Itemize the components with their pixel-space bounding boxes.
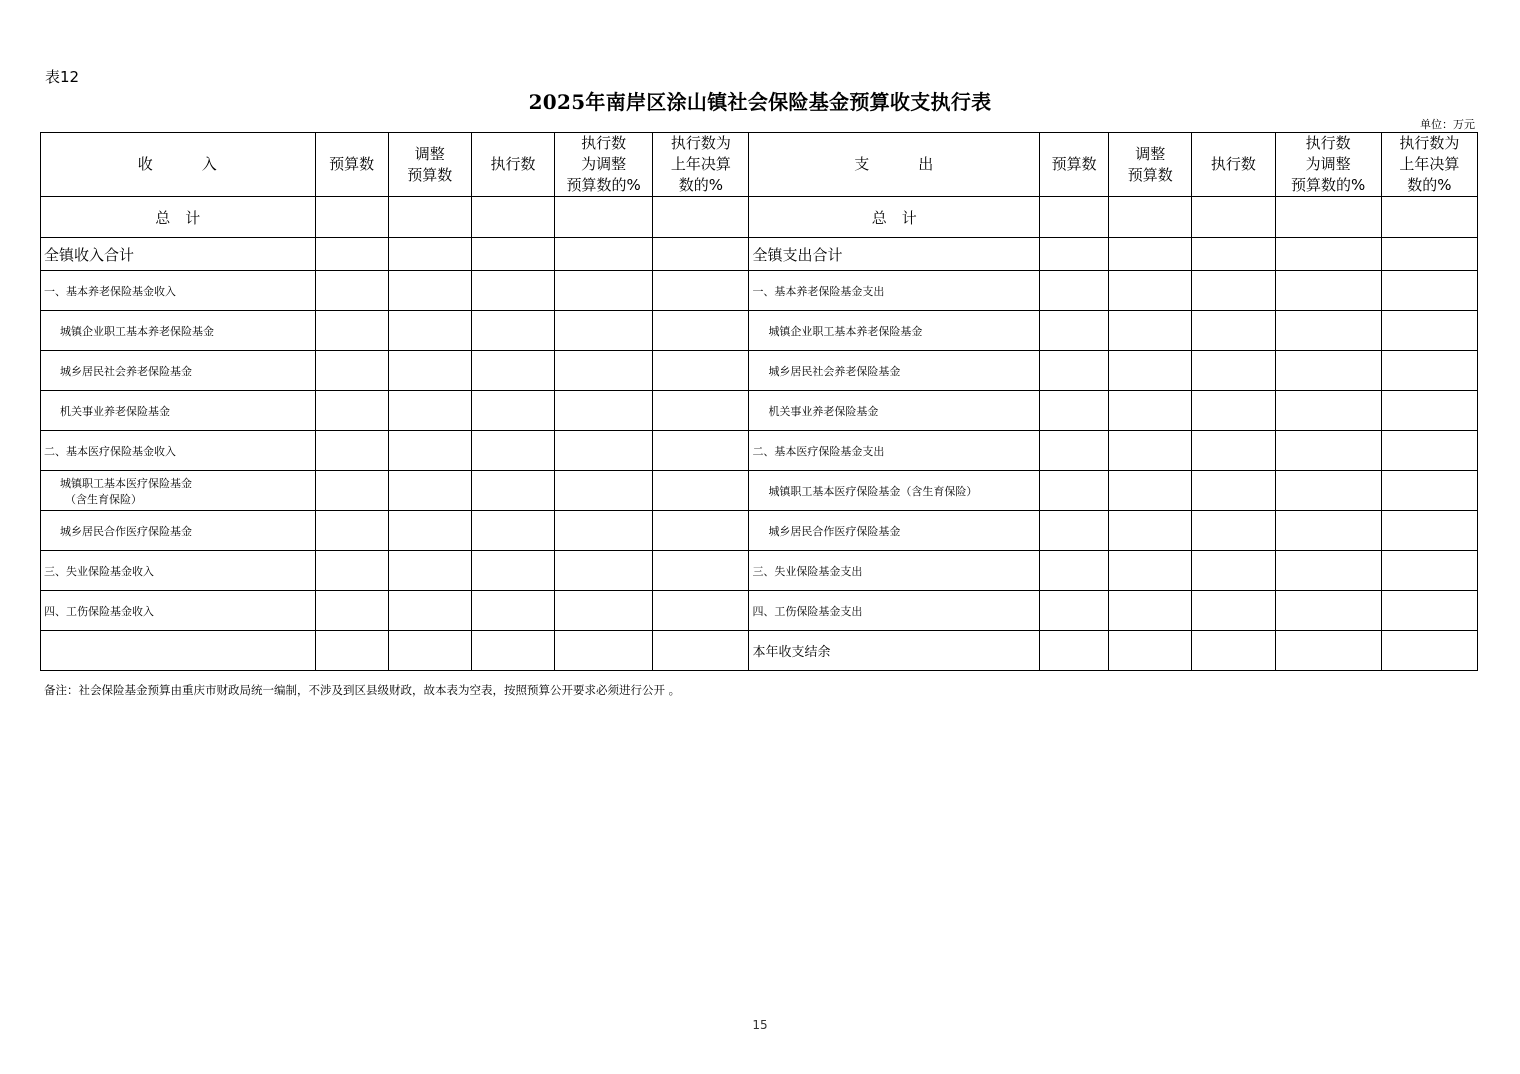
empty-cell <box>653 471 749 511</box>
empty-cell <box>653 271 749 311</box>
empty-cell <box>1381 471 1477 511</box>
income-item-text: 城乡居民社会养老保险基金 <box>60 364 192 378</box>
income-item-text: 城乡居民合作医疗保险基金 <box>60 524 192 538</box>
empty-cell <box>1192 238 1275 271</box>
expense-item-text: 城镇企业职工基本养老保险基金 <box>768 324 923 338</box>
income-total-label: 全镇收入合计 <box>41 238 316 271</box>
income-item-text: 三、失业保险基金收入 <box>44 564 154 578</box>
empty-cell <box>1275 197 1381 238</box>
table-row <box>41 311 1478 351</box>
expense-item-label <box>749 591 1040 631</box>
empty-cell <box>1040 511 1109 551</box>
table-row <box>41 391 1478 431</box>
empty-cell <box>388 511 471 551</box>
empty-cell <box>388 631 471 671</box>
empty-cell <box>1109 471 1192 511</box>
empty-cell <box>1040 271 1109 311</box>
empty-cell <box>1381 238 1477 271</box>
header-expense: 支 出 <box>749 133 1040 197</box>
empty-cell <box>1109 271 1192 311</box>
empty-cell <box>1192 471 1275 511</box>
empty-cell <box>1109 311 1192 351</box>
table-row <box>41 511 1478 551</box>
footnote: 备注：社会保险基金预算由重庆市财政局统一编制，不涉及到区县级财政，故本表为空表，按照预算公开要求必须进行公开 。 <box>44 683 681 697</box>
empty-cell <box>388 471 471 511</box>
expense-item-text: 三、失业保险基金支出 <box>752 564 863 578</box>
empty-cell <box>1192 431 1275 471</box>
expense-item-text: 一、基本养老保险基金支出 <box>752 284 885 298</box>
empty-cell <box>1192 551 1275 591</box>
income-item-text: 二、基本医疗保险基金收入 <box>44 444 176 458</box>
empty-cell <box>471 591 554 631</box>
header-row <box>41 133 1478 197</box>
budget-table <box>40 132 1478 671</box>
empty-cell <box>471 197 554 238</box>
empty-cell <box>555 551 653 591</box>
empty-cell <box>1192 197 1275 238</box>
expense-item-label <box>749 391 1040 431</box>
total-label-income: 总 计 <box>41 197 316 238</box>
income-item-label <box>41 431 316 471</box>
expense-item-label <box>749 271 1040 311</box>
expense-item-text: 城乡居民社会养老保险基金 <box>768 364 901 378</box>
empty-cell <box>1109 431 1192 471</box>
empty-cell <box>1109 511 1192 551</box>
header-budget-expense: 预算数 <box>1040 133 1109 197</box>
empty-cell <box>1381 271 1477 311</box>
expense-item-label <box>749 431 1040 471</box>
expense-item-text: 机关事业养老保险基金 <box>768 404 879 418</box>
empty-cell <box>1275 311 1381 351</box>
empty-cell <box>1275 431 1381 471</box>
income-item-label <box>41 391 316 431</box>
empty-cell <box>653 197 749 238</box>
income-item-text-line2: （含生育保险） <box>65 492 142 506</box>
empty-cell <box>1109 238 1192 271</box>
empty-cell <box>555 511 653 551</box>
expense-item-text: 四、工伤保险基金支出 <box>752 604 863 618</box>
empty-cell <box>555 431 653 471</box>
income-item-label <box>41 271 316 311</box>
empty-cell <box>555 271 653 311</box>
header-budget: 预算数 <box>315 133 388 197</box>
income-item-label <box>41 591 316 631</box>
empty-cell <box>1192 391 1275 431</box>
empty-cell <box>1192 271 1275 311</box>
empty-cell <box>653 351 749 391</box>
empty-cell <box>653 591 749 631</box>
empty-cell <box>1109 551 1192 591</box>
empty-cell <box>1109 591 1192 631</box>
empty-cell <box>1381 511 1477 551</box>
empty-cell <box>1040 238 1109 271</box>
table-row <box>41 551 1478 591</box>
empty-cell <box>1275 391 1381 431</box>
empty-cell <box>1040 591 1109 631</box>
empty-cell <box>315 591 388 631</box>
header-exec-pct-last-year-expense: 执行数为 上年决算 数的% <box>1381 133 1477 197</box>
expense-item-text: 城镇职工基本医疗保险基金（含生育保险） <box>768 484 978 498</box>
empty-cell <box>1040 631 1109 671</box>
empty-cell <box>1275 471 1381 511</box>
empty-cell <box>1040 391 1109 431</box>
empty-cell <box>471 271 554 311</box>
empty-cell <box>1109 391 1192 431</box>
empty-cell <box>471 631 554 671</box>
expense-item-label <box>749 311 1040 351</box>
empty-cell <box>1275 591 1381 631</box>
empty-cell <box>1275 238 1381 271</box>
empty-cell <box>315 631 388 671</box>
expense-item-label <box>749 511 1040 551</box>
empty-cell <box>1040 311 1109 351</box>
income-item-label <box>41 471 316 511</box>
income-item-label <box>41 351 316 391</box>
empty-cell <box>388 551 471 591</box>
income-item-label <box>41 631 316 671</box>
table-row <box>41 351 1478 391</box>
income-item-text: 城镇企业职工基本养老保险基金 <box>60 324 214 338</box>
unit-label: 单位：万元 <box>1420 118 1475 131</box>
empty-cell <box>1192 311 1275 351</box>
header-executed-expense: 执行数 <box>1192 133 1275 197</box>
page-title: 2025年南岸区涂山镇社会保险基金预算收支执行表 <box>528 90 992 114</box>
empty-cell <box>388 351 471 391</box>
empty-cell <box>1381 551 1477 591</box>
empty-cell <box>653 311 749 351</box>
empty-cell <box>1381 391 1477 431</box>
empty-cell <box>1040 551 1109 591</box>
empty-cell <box>555 471 653 511</box>
empty-cell <box>1192 591 1275 631</box>
income-item-text: 城镇职工基本医疗保险基金 <box>60 476 192 490</box>
empty-cell <box>1192 511 1275 551</box>
expense-item-text: 二、基本医疗保险基金支出 <box>752 444 885 458</box>
empty-cell <box>1381 431 1477 471</box>
income-item-label <box>41 311 316 351</box>
empty-cell <box>1381 631 1477 671</box>
empty-cell <box>555 238 653 271</box>
header-exec-pct-adjusted: 执行数 为调整 预算数的% <box>555 133 653 197</box>
income-item-label <box>41 551 316 591</box>
empty-cell <box>653 238 749 271</box>
empty-cell <box>388 197 471 238</box>
empty-cell <box>653 511 749 551</box>
empty-cell <box>315 511 388 551</box>
empty-cell <box>471 238 554 271</box>
town-total-row <box>41 238 1478 271</box>
header-exec-pct-adjusted-expense: 执行数 为调整 预算数的% <box>1275 133 1381 197</box>
empty-cell <box>315 271 388 311</box>
empty-cell <box>653 631 749 671</box>
empty-cell <box>555 391 653 431</box>
expense-item-label <box>749 351 1040 391</box>
empty-cell <box>471 511 554 551</box>
expense-total-label: 全镇支出合计 <box>749 238 1040 271</box>
empty-cell <box>1192 631 1275 671</box>
empty-cell <box>315 391 388 431</box>
empty-cell <box>653 391 749 431</box>
empty-cell <box>1040 431 1109 471</box>
empty-cell <box>1192 351 1275 391</box>
empty-cell <box>1381 351 1477 391</box>
empty-cell <box>555 311 653 351</box>
empty-cell <box>315 197 388 238</box>
empty-cell <box>1040 351 1109 391</box>
empty-cell <box>471 431 554 471</box>
income-item-text: 四、工伤保险基金收入 <box>44 604 154 618</box>
empty-cell <box>555 591 653 631</box>
empty-cell <box>1381 591 1477 631</box>
empty-cell <box>388 238 471 271</box>
empty-cell <box>1275 631 1381 671</box>
header-income: 收 入 <box>41 133 316 197</box>
header-adjusted-expense: 调整 预算数 <box>1109 133 1192 197</box>
empty-cell <box>1381 311 1477 351</box>
table-row <box>41 271 1478 311</box>
income-item-label <box>41 511 316 551</box>
income-item-text: 一、基本养老保险基金收入 <box>44 284 176 298</box>
table-number-label: 表12 <box>45 68 80 86</box>
empty-cell <box>471 551 554 591</box>
header-executed: 执行数 <box>471 133 554 197</box>
empty-cell <box>1109 197 1192 238</box>
empty-cell <box>388 431 471 471</box>
expense-item-text: 本年收支结余 <box>752 645 831 660</box>
income-item-text: 机关事业养老保险基金 <box>60 404 170 418</box>
empty-cell <box>1381 197 1477 238</box>
empty-cell <box>315 311 388 351</box>
total-row <box>41 197 1478 238</box>
empty-cell <box>315 471 388 511</box>
page-number: 15 <box>752 1018 768 1032</box>
expense-item-label <box>749 551 1040 591</box>
table-row <box>41 431 1478 471</box>
empty-cell <box>1275 511 1381 551</box>
table-row <box>41 591 1478 631</box>
empty-cell <box>1040 197 1109 238</box>
empty-cell <box>555 351 653 391</box>
empty-cell <box>315 431 388 471</box>
total-label-expense: 总 计 <box>749 197 1040 238</box>
empty-cell <box>388 391 471 431</box>
expense-item-text: 城乡居民合作医疗保险基金 <box>768 524 901 538</box>
empty-cell <box>653 551 749 591</box>
empty-cell <box>388 271 471 311</box>
empty-cell <box>315 238 388 271</box>
expense-item-label <box>749 631 1040 671</box>
table-row <box>41 631 1478 671</box>
empty-cell <box>1275 551 1381 591</box>
empty-cell <box>1109 351 1192 391</box>
empty-cell <box>555 631 653 671</box>
empty-cell <box>1040 471 1109 511</box>
empty-cell <box>315 551 388 591</box>
empty-cell <box>315 351 388 391</box>
empty-cell <box>1109 631 1192 671</box>
empty-cell <box>388 311 471 351</box>
empty-cell <box>471 351 554 391</box>
header-adjusted: 调整 预算数 <box>388 133 471 197</box>
empty-cell <box>1275 351 1381 391</box>
empty-cell <box>555 197 653 238</box>
table-row <box>41 471 1478 511</box>
header-exec-pct-last-year: 执行数为 上年决算 数的% <box>653 133 749 197</box>
empty-cell <box>653 431 749 471</box>
empty-cell <box>471 471 554 511</box>
empty-cell <box>388 591 471 631</box>
empty-cell <box>471 311 554 351</box>
expense-item-label <box>749 471 1040 511</box>
empty-cell <box>471 391 554 431</box>
empty-cell <box>1275 271 1381 311</box>
